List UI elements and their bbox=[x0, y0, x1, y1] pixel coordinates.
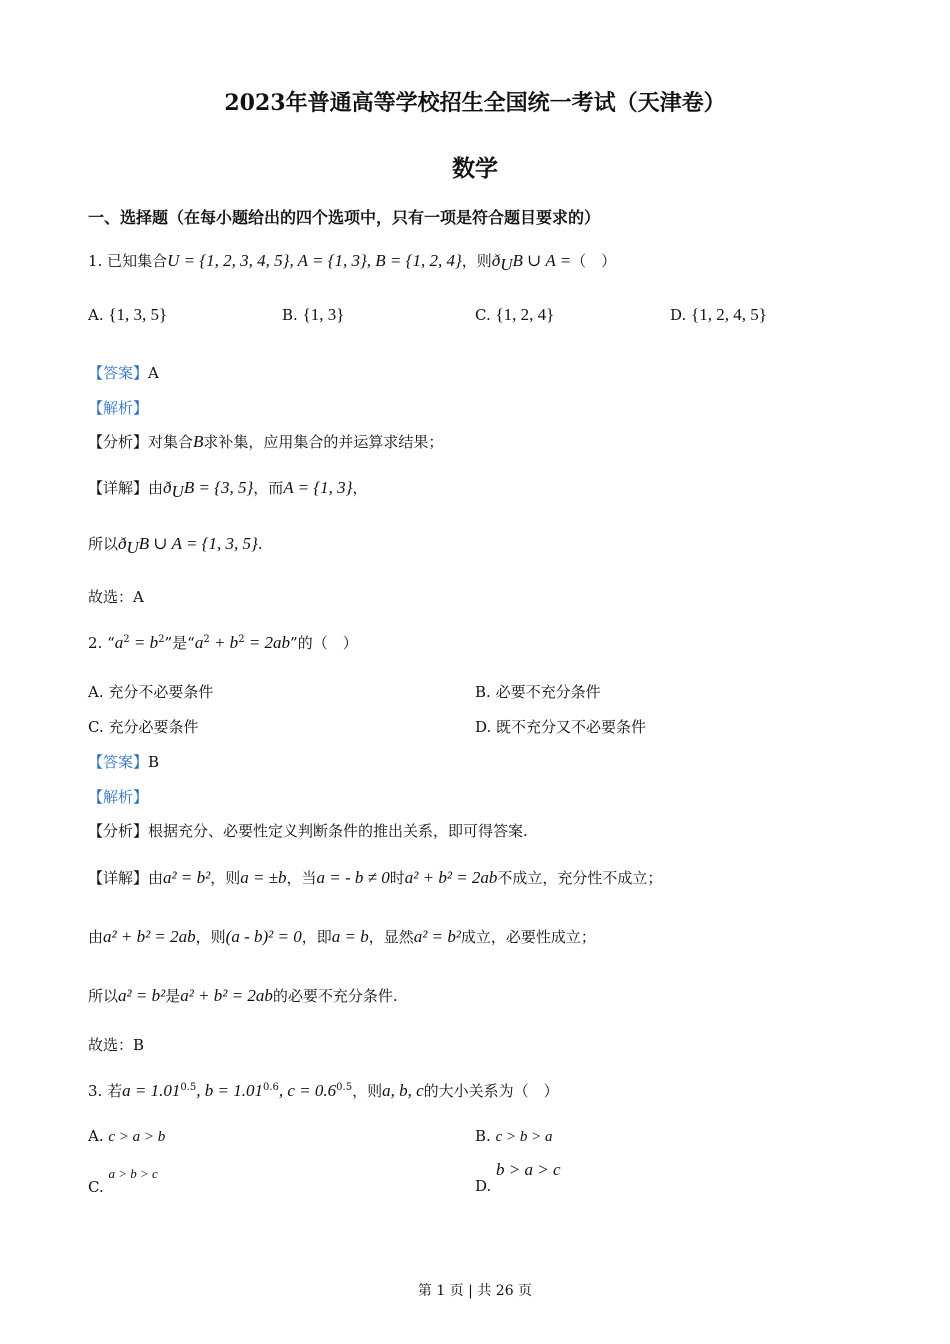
exponent: 0.6 bbox=[262, 1082, 279, 1093]
answer-value: B bbox=[148, 753, 160, 771]
q2-stem: 2. “$a^2 = b^2$”是“$a^2 + b^2 = 2ab$”的（ ） bbox=[88, 633, 358, 652]
option-label: D. bbox=[475, 718, 492, 736]
q2-answer bbox=[88, 751, 159, 772]
option-value: 既不充分又不必要条件 bbox=[496, 718, 647, 736]
q1-stem bbox=[88, 250, 616, 275]
q2-analysis-tag: 【解析】 bbox=[88, 788, 149, 806]
option-value: {1, 3} bbox=[302, 305, 345, 324]
detail-text: 由 bbox=[88, 928, 104, 946]
option-value: 充分不必要条件 bbox=[108, 683, 214, 701]
detail-expr: a² = b² bbox=[163, 868, 211, 887]
complement-symbol: ð bbox=[163, 478, 172, 497]
option-value: c > a > b bbox=[108, 1129, 166, 1145]
detail-text: ，而 bbox=[253, 479, 284, 497]
detail-expr: B = {3, 5} bbox=[183, 478, 254, 497]
fenxi-text: 根据充分、必要性定义判断条件的推出关系，即可得答案. bbox=[148, 822, 528, 840]
stem-text: ”是“ bbox=[164, 634, 195, 652]
exam-subject: 数学 bbox=[452, 155, 498, 182]
option-value: {1, 2, 4} bbox=[495, 305, 555, 324]
math-var: + b bbox=[209, 633, 239, 652]
detail-text: . bbox=[257, 535, 263, 553]
math-expr: , b = 1.01 bbox=[196, 1081, 263, 1100]
complement-symbol: ð bbox=[118, 534, 127, 553]
section-heading: 一、选择题（在每小题给出的四个选项中，只有一项是符合题目要求的） bbox=[88, 208, 601, 227]
q1-conclusion bbox=[88, 533, 263, 558]
q2-stem-num: 2. “ bbox=[88, 634, 115, 652]
detail-text: 所以 bbox=[88, 535, 119, 553]
stem-text: 的大小关系为（ ） bbox=[423, 1082, 559, 1100]
detail-expr: a = b bbox=[331, 927, 369, 946]
detail-text: ，即 bbox=[301, 928, 332, 946]
q2-option-b bbox=[475, 681, 601, 702]
q1-option-c bbox=[475, 305, 554, 325]
q1-detail bbox=[88, 477, 367, 502]
fenxi-text: 求补集，应用集合的并运算求结果； bbox=[203, 433, 444, 451]
q2-fenxi bbox=[88, 820, 528, 841]
option-label: C. bbox=[475, 306, 491, 324]
stem-text: ”的（ ） bbox=[290, 634, 358, 652]
q1-fenxi bbox=[88, 431, 443, 452]
detail-expr: B ∪ A = {1, 3, 5} bbox=[138, 534, 258, 553]
q1-option-a bbox=[88, 305, 167, 325]
q1-set-b: , B = {1, 2, 4} bbox=[366, 251, 462, 270]
q2-option-a bbox=[88, 681, 213, 702]
detail-text: 所以 bbox=[88, 987, 119, 1005]
q2-option-c bbox=[88, 716, 199, 737]
detail-text: 是 bbox=[165, 987, 181, 1005]
exponent: 0.5 bbox=[180, 1082, 197, 1093]
option-label: B. bbox=[475, 1127, 491, 1145]
stem-text: 3. 若 bbox=[88, 1082, 123, 1100]
option-label: B. bbox=[475, 683, 491, 701]
q1-stem-mid: ，则 bbox=[461, 252, 492, 270]
exponent: 0.5 bbox=[336, 1082, 353, 1093]
detail-text: 的必要不充分条件. bbox=[272, 987, 398, 1005]
q1-expr: B ∪ A = bbox=[512, 251, 572, 270]
q3-option-b bbox=[475, 1127, 552, 1146]
detail-expr: a² = b² bbox=[118, 986, 166, 1005]
detail-expr: (a - b)² = 0 bbox=[225, 927, 302, 946]
q1-answer bbox=[88, 362, 159, 383]
math-var: a bbox=[194, 633, 204, 652]
option-label: B. bbox=[282, 306, 298, 324]
complement-sub: U bbox=[171, 482, 184, 501]
math-expr: a, b, c bbox=[382, 1081, 424, 1100]
stem-text: ，则 bbox=[352, 1082, 383, 1100]
option-value: {1, 2, 4, 5} bbox=[691, 305, 767, 324]
page-footer: 第 1 页 | 共 26 页 bbox=[417, 1283, 533, 1299]
q2-option-d bbox=[475, 716, 646, 737]
q1-stem-prefix: 1. 已知集合 bbox=[88, 252, 168, 270]
q3-option-d bbox=[475, 1160, 561, 1195]
q1-complement-symbol: ð bbox=[491, 251, 501, 270]
detail-expr: a² + b² = 2ab bbox=[404, 868, 498, 887]
q1-paren: （ ） bbox=[571, 252, 617, 270]
detail-expr: a = ±b bbox=[240, 868, 287, 887]
option-value: c > b > a bbox=[495, 1129, 553, 1145]
detail-text: ，显然 bbox=[368, 928, 414, 946]
math-var: a bbox=[114, 633, 124, 652]
answer-tag: 【答案】 bbox=[88, 364, 149, 382]
q3-option-c bbox=[88, 1164, 158, 1196]
detail-tag: 【详解】 bbox=[88, 869, 149, 887]
option-value: a > b > c bbox=[108, 1166, 158, 1181]
detail-expr: A = {1, 3} bbox=[283, 478, 353, 497]
answer-tag: 【答案】 bbox=[88, 753, 149, 771]
option-value: 充分必要条件 bbox=[108, 718, 199, 736]
fenxi-tag: 【分析】 bbox=[88, 433, 149, 451]
fenxi-tag: 【分析】 bbox=[88, 822, 149, 840]
math-expr: a = 1.01 bbox=[122, 1081, 181, 1100]
detail-tag: 【详解】 bbox=[88, 479, 149, 497]
q3-option-a bbox=[88, 1127, 165, 1146]
q1-option-b bbox=[282, 305, 344, 325]
q1-choose: 故选：A bbox=[88, 588, 144, 606]
answer-value: A bbox=[148, 364, 159, 382]
detail-text: 不成立，充分性不成立； bbox=[497, 869, 663, 887]
fenxi-text: 对集合 bbox=[148, 433, 194, 451]
option-label: C. bbox=[88, 1178, 104, 1196]
detail-expr: a² + b² = 2ab bbox=[103, 927, 196, 946]
q1-option-d bbox=[670, 305, 767, 325]
q2-detail-1 bbox=[88, 867, 662, 888]
detail-text: 由 bbox=[148, 479, 164, 497]
detail-text: ，则 bbox=[210, 869, 241, 887]
option-label: D. bbox=[475, 1177, 492, 1195]
q2-detail-2 bbox=[88, 926, 596, 947]
detail-text: 时 bbox=[389, 869, 405, 887]
q2-detail-3 bbox=[88, 985, 398, 1006]
detail-expr: a² + b² = 2ab bbox=[180, 986, 273, 1005]
option-value: 必要不充分条件 bbox=[495, 683, 601, 701]
detail-text: ，当 bbox=[286, 869, 317, 887]
q1-set-a: , A = {1, 3} bbox=[289, 251, 367, 270]
q3-stem bbox=[88, 1080, 559, 1101]
option-label: A. bbox=[88, 1127, 104, 1145]
q2-choose: 故选：B bbox=[88, 1036, 145, 1054]
option-value: b > a > c bbox=[496, 1160, 561, 1179]
detail-text: ，则 bbox=[195, 928, 226, 946]
option-value: {1, 3, 5} bbox=[108, 305, 168, 324]
option-label: A. bbox=[88, 306, 104, 324]
math-var: = b bbox=[129, 633, 159, 652]
fenxi-var: B bbox=[193, 432, 204, 451]
detail-text: 成立，必要性成立； bbox=[460, 928, 596, 946]
q1-complement-sub: U bbox=[500, 255, 513, 274]
math-var: = 2ab bbox=[244, 633, 291, 652]
math-expr: , c = 0.6 bbox=[278, 1081, 337, 1100]
detail-expr: a = - b ≠ 0 bbox=[316, 868, 390, 887]
complement-sub: U bbox=[126, 538, 139, 557]
option-label: D. bbox=[670, 306, 687, 324]
detail-expr: a² = b² bbox=[413, 927, 461, 946]
option-label: C. bbox=[88, 718, 104, 736]
detail-text: ， bbox=[352, 479, 368, 497]
detail-text: 由 bbox=[148, 869, 164, 887]
q1-analysis-tag: 【解析】 bbox=[88, 399, 149, 417]
q1-set-u: U = {1, 2, 3, 4, 5} bbox=[167, 251, 290, 270]
exam-title: 2023年普通高等学校招生全国统一考试（天津卷） bbox=[224, 90, 726, 116]
option-label: A. bbox=[88, 683, 104, 701]
